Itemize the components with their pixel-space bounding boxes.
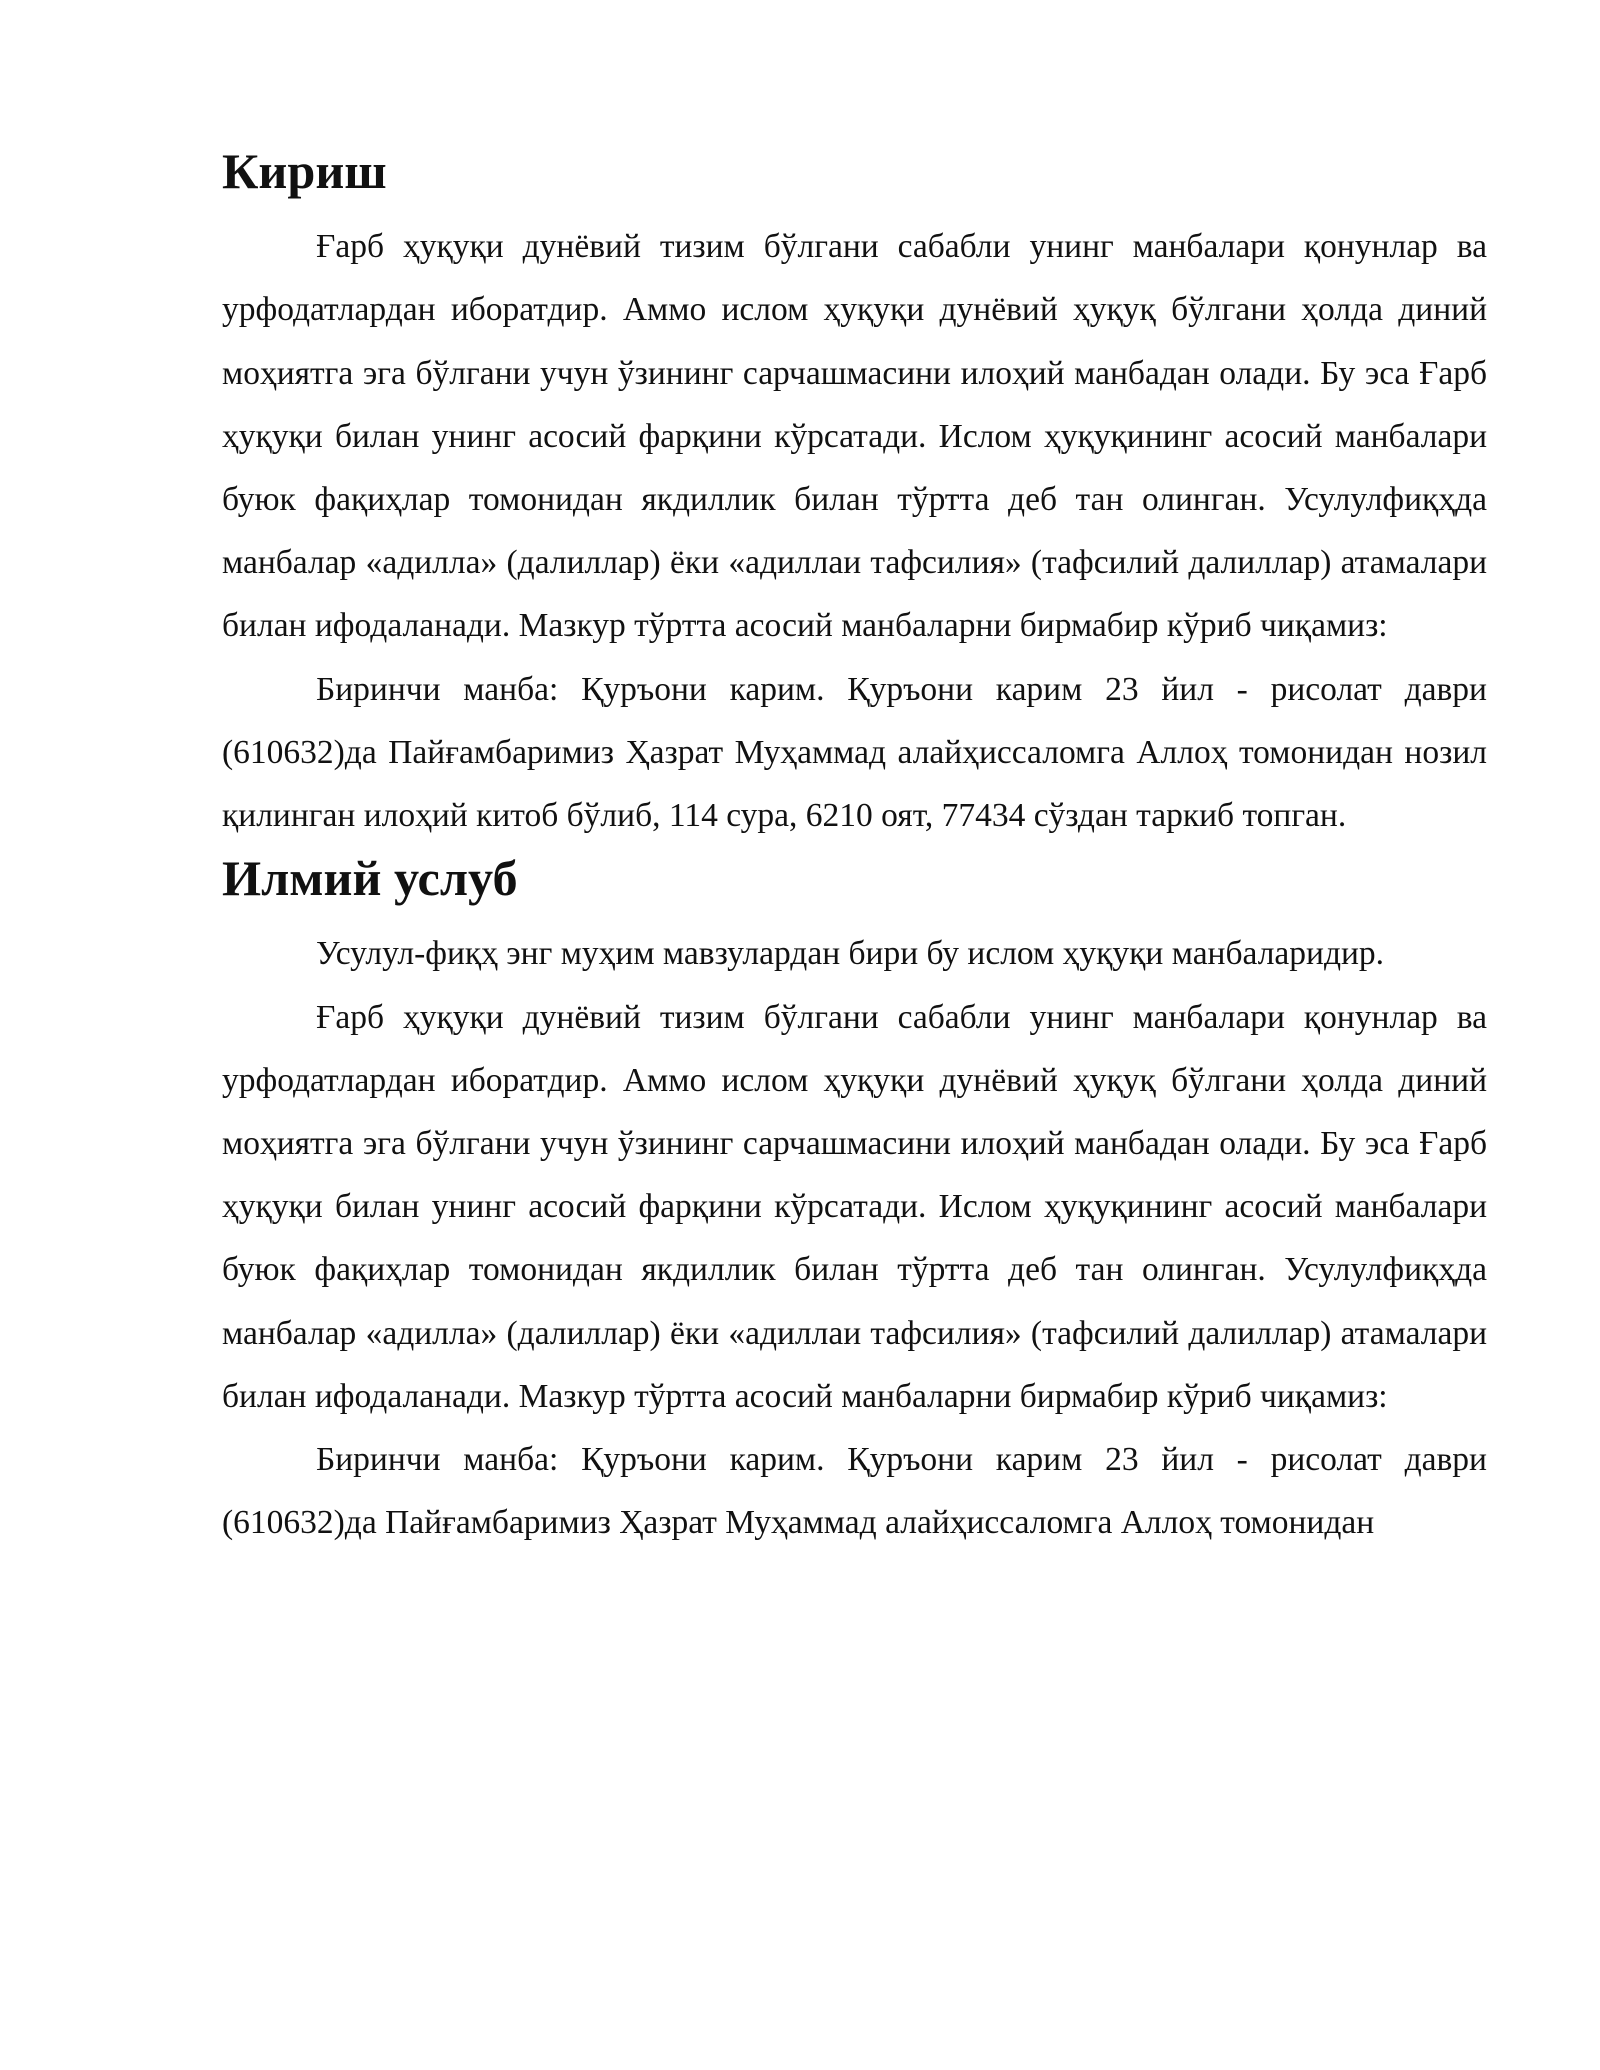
paragraph: Усулул-фиқҳ энг муҳим мавзулардан бири бу ислом ҳуқуқи манбаларидир.: [316, 935, 1385, 973]
document-body: [222, 140, 1487, 1554]
section-heading-introduction: Кириш: [222, 143, 387, 199]
paragraph: Биринчи манба: Қуръони карим. Қуръони карим 23 йил - рисолат даври (610632)да Пайғамбаримиз Ҳазрат Муҳаммад алайҳиссаломга Аллоҳ томонидан нозил қилинган илоҳий китоб бўлиб, 114 сура, 6210 оят, 77434 сўздан таркиб топган.: [222, 670, 1487, 835]
paragraph: Биринчи манба: Қуръони карим. Қуръони карим 23 йил - рисолат даври (610632)да Пайғамбаримиз Ҳазрат Муҳаммад алайҳиссаломга Аллоҳ томонидан: [222, 1441, 1487, 1542]
paragraph: Ғарб ҳуқуқи дунёвий тизим бўлгани сабабли унинг манбалари қонунлар ва урфодатлардан иборатдир. Аммо ислом ҳуқуқи дунёвий ҳуқуқ бўлгани ҳолда диний моҳиятга эга бўлгани учун ўзининг сарчашмасини илоҳий манбадан олади. Бу эса Ғарб ҳуқуқи билан унинг асосий фарқини кўрсатади. Ислом ҳуқуқининг асосий манбалари буюк фақиҳлар томонидан якдиллик билан тўртта деб тан олинган. Усулулфиқҳда манбалар «адилла» (далиллар) ёки «адиллаи тафсилия» (тафсилий далиллар) атамалари билан ифодаланади. Мазкур тўртта асосий манбаларни бирмабир кўриб чиқамиз:: [222, 998, 1487, 1415]
section-heading-scientific-style: Илмий услуб: [222, 850, 518, 907]
paragraph: Ғарб ҳуқуқи дунёвий тизим бўлгани сабабли унинг манбалари қонунлар ва урфодатлардан иборатдир. Аммо ислом ҳуқуқи дунёвий ҳуқуқ бўлгани ҳолда диний моҳиятга эга бўлгани учун ўзининг сарчашмасини илоҳий манбадан олади. Бу эса Ғарб ҳуқуқи билан унинг асосий фарқини кўрсатади. Ислом ҳуқуқининг асосий манбалари буюк фақиҳлар томонидан якдиллик билан тўртта деб тан олинган. Усулулфиқҳда манбалар «адилла» (далиллар) ёки «адиллаи тафсилия» (тафсилий далиллар) атамалари билан ифодаланади. Мазкур тўртта асосий манбаларни бирмабир кўриб чиқамиз:: [222, 228, 1487, 645]
